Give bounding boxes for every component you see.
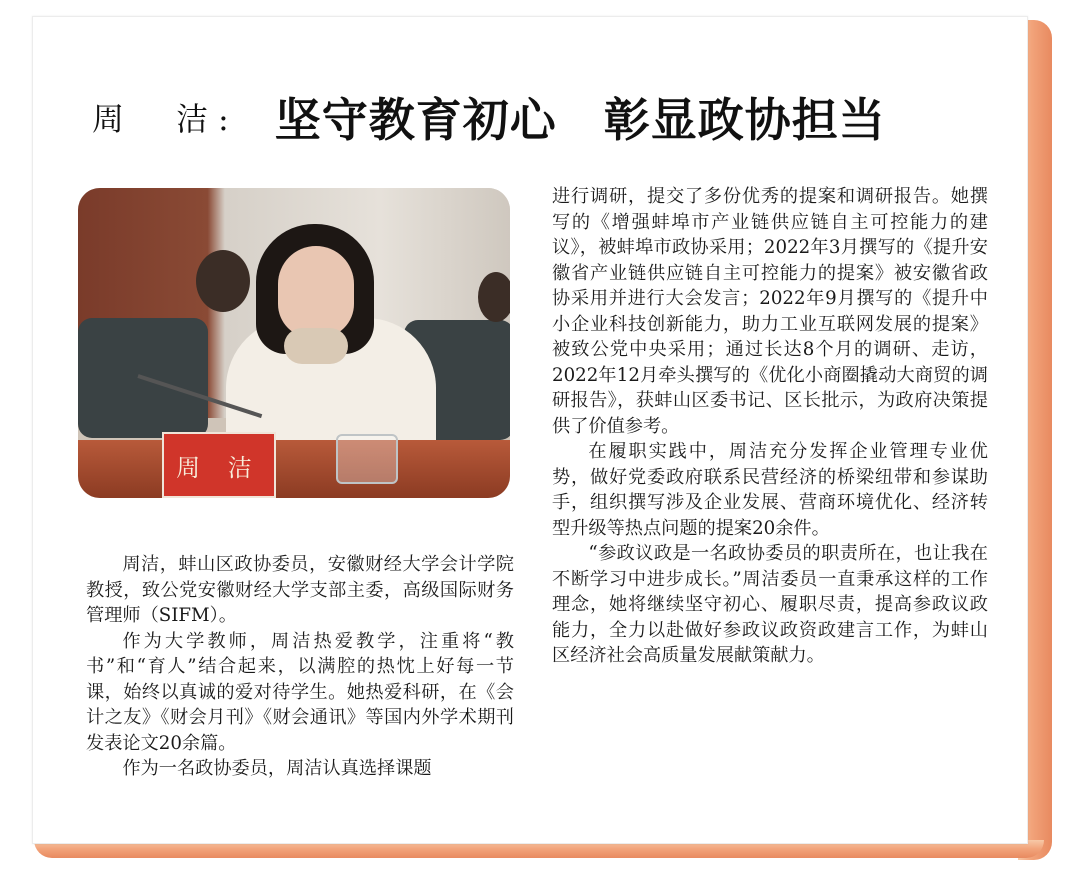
paragraph: 周洁，蚌山区政协委员，安徽财经大学会计学院教授，致公党安徽财经大学支部主委，高级国际财务管理师（SIFM）。 (86, 554, 514, 626)
photo-background-person (196, 250, 250, 312)
article-left-column (86, 552, 514, 782)
photo-nameplate: 周 洁 (162, 432, 276, 498)
photo-desk (78, 440, 510, 498)
photo-background-person-right (478, 272, 510, 322)
photo-speaker-face (278, 246, 354, 338)
paragraph: 在履职实践中，周洁充分发挥企业管理专业优势，做好党委政府联系民营经济的桥梁纽带和参谋助手，组织撰写涉及企业发展、营商环境优化、经济转型升级等热点问题的提案20余件。 (552, 441, 988, 539)
title-headline: 坚守教育初心 彰显政协担当 (274, 93, 886, 147)
paragraph: 进行调研，提交了多份优秀的提案和调研报告。她撰写的《增强蚌埠市产业链供应链自主可控能力的建议》，被蚌埠市政协采用；2022年3月撰写的《提升安徽省产业链供应链自主可控能力的提案》被安徽省政协采用并进行大会发言；2022年9月撰写的《提升中小企业科技创新能力，助力工业互联网发展的提案》被致公党中央采用；通过长达8个月的调研、走访，2022年12月牵头撰写的《优化小商圈撬动大商贸的调研报告》，获蚌山区委书记、区长批示，为政府决策提供了价值参考。 (552, 186, 988, 437)
paragraph: 作为一名政协委员，周洁认真选择课题 (122, 758, 432, 779)
article-photo (78, 188, 510, 498)
title-person-name: 周 洁: (92, 100, 239, 138)
article-title (92, 82, 886, 152)
photo-speaker-collar (284, 328, 348, 364)
paragraph: “参政议政是一名政协委员的职责所在，也让我在不断学习中进步成长。”周洁委员一直秉承这样的工作理念，她将继续坚守初心、履职尽责，提高参政议政能力，全力以赴做好参政议政资政建言工作，为蚌山区经济社会高质量发展献策献力。 (552, 543, 988, 666)
photo-cup (336, 434, 398, 484)
article-right-column (552, 184, 988, 669)
paragraph: 作为大学教师，周洁热爱教学，注重将“教书”和“育人”结合起来，以满腔的热忱上好每一节课，始终以真诚的爱对待学生。她热爱科研，在《会计之友》《财会月刊》《财会通讯》等国内外学术期刊发表论文20余篇。 (86, 630, 514, 754)
